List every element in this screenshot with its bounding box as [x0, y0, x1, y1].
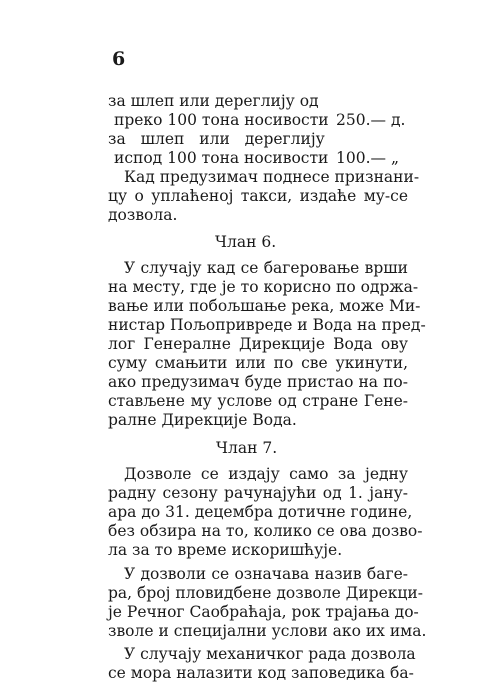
- text-line: дозвола.: [108, 206, 178, 224]
- text-line: вање или побољшање река, може Ми-: [108, 297, 421, 315]
- text-line: ра, број пловидбене дозволе Дирекци-: [108, 584, 423, 602]
- page-number: 6: [112, 48, 126, 70]
- article-heading: Члан 6.: [215, 233, 277, 251]
- text-line: ралне Дирекције Вода.: [108, 411, 297, 429]
- text-line: се мора налазити код заповедика ба-: [108, 664, 414, 682]
- text-line: је Речног Саобраћаја, рок трајања до-: [108, 603, 419, 621]
- text-line: ако предузимач буде пристао на по-: [108, 373, 408, 391]
- text-line: У дозволи се означава назив баге-: [124, 565, 408, 583]
- text-line: цу о уплаћеној такси, издаће му-се: [108, 187, 408, 205]
- text-line: зволе и специјални услови ако их има.: [108, 622, 427, 640]
- fee-amount: 100.— „: [336, 149, 399, 167]
- text-line: стављене му услове од стране Гене-: [108, 392, 408, 410]
- text-line: У случају механичког рада дозвола: [124, 645, 416, 663]
- text-line: лог Генералне Дирекције Вода ову: [108, 335, 408, 353]
- text-line: У случају кад се багеровање врши: [124, 259, 408, 277]
- text-line: радну сезону рачунајући од 1. јану-: [108, 484, 408, 502]
- text-line: ла за то време искоришћује.: [108, 541, 343, 559]
- fee-line: испод 100 тона носивости: [114, 149, 329, 167]
- article-heading: Члан 7.: [216, 439, 278, 457]
- fee-line: за шлеп или дереглију: [108, 130, 325, 148]
- fee-line: за шлеп или дереглију од: [108, 92, 319, 110]
- text-line: Кад предузимач поднесе признани-: [124, 168, 420, 186]
- text-line: ара до 31. децембра дотичне године,: [108, 503, 413, 521]
- text-line: суму смањити или по све укинути,: [108, 354, 408, 372]
- fee-line: преко 100 тона носивости: [114, 111, 329, 129]
- text-line: нистар Пољопривреде и Вода на пред-: [108, 316, 426, 334]
- fee-amount: 250.— д.: [336, 111, 406, 129]
- text-line: на месту, где је то корисно по одржа-: [108, 278, 419, 296]
- text-line: без обзира на то, колико се ова дозво-: [108, 522, 423, 540]
- text-line: Дозволе се издају само за једну: [124, 465, 408, 483]
